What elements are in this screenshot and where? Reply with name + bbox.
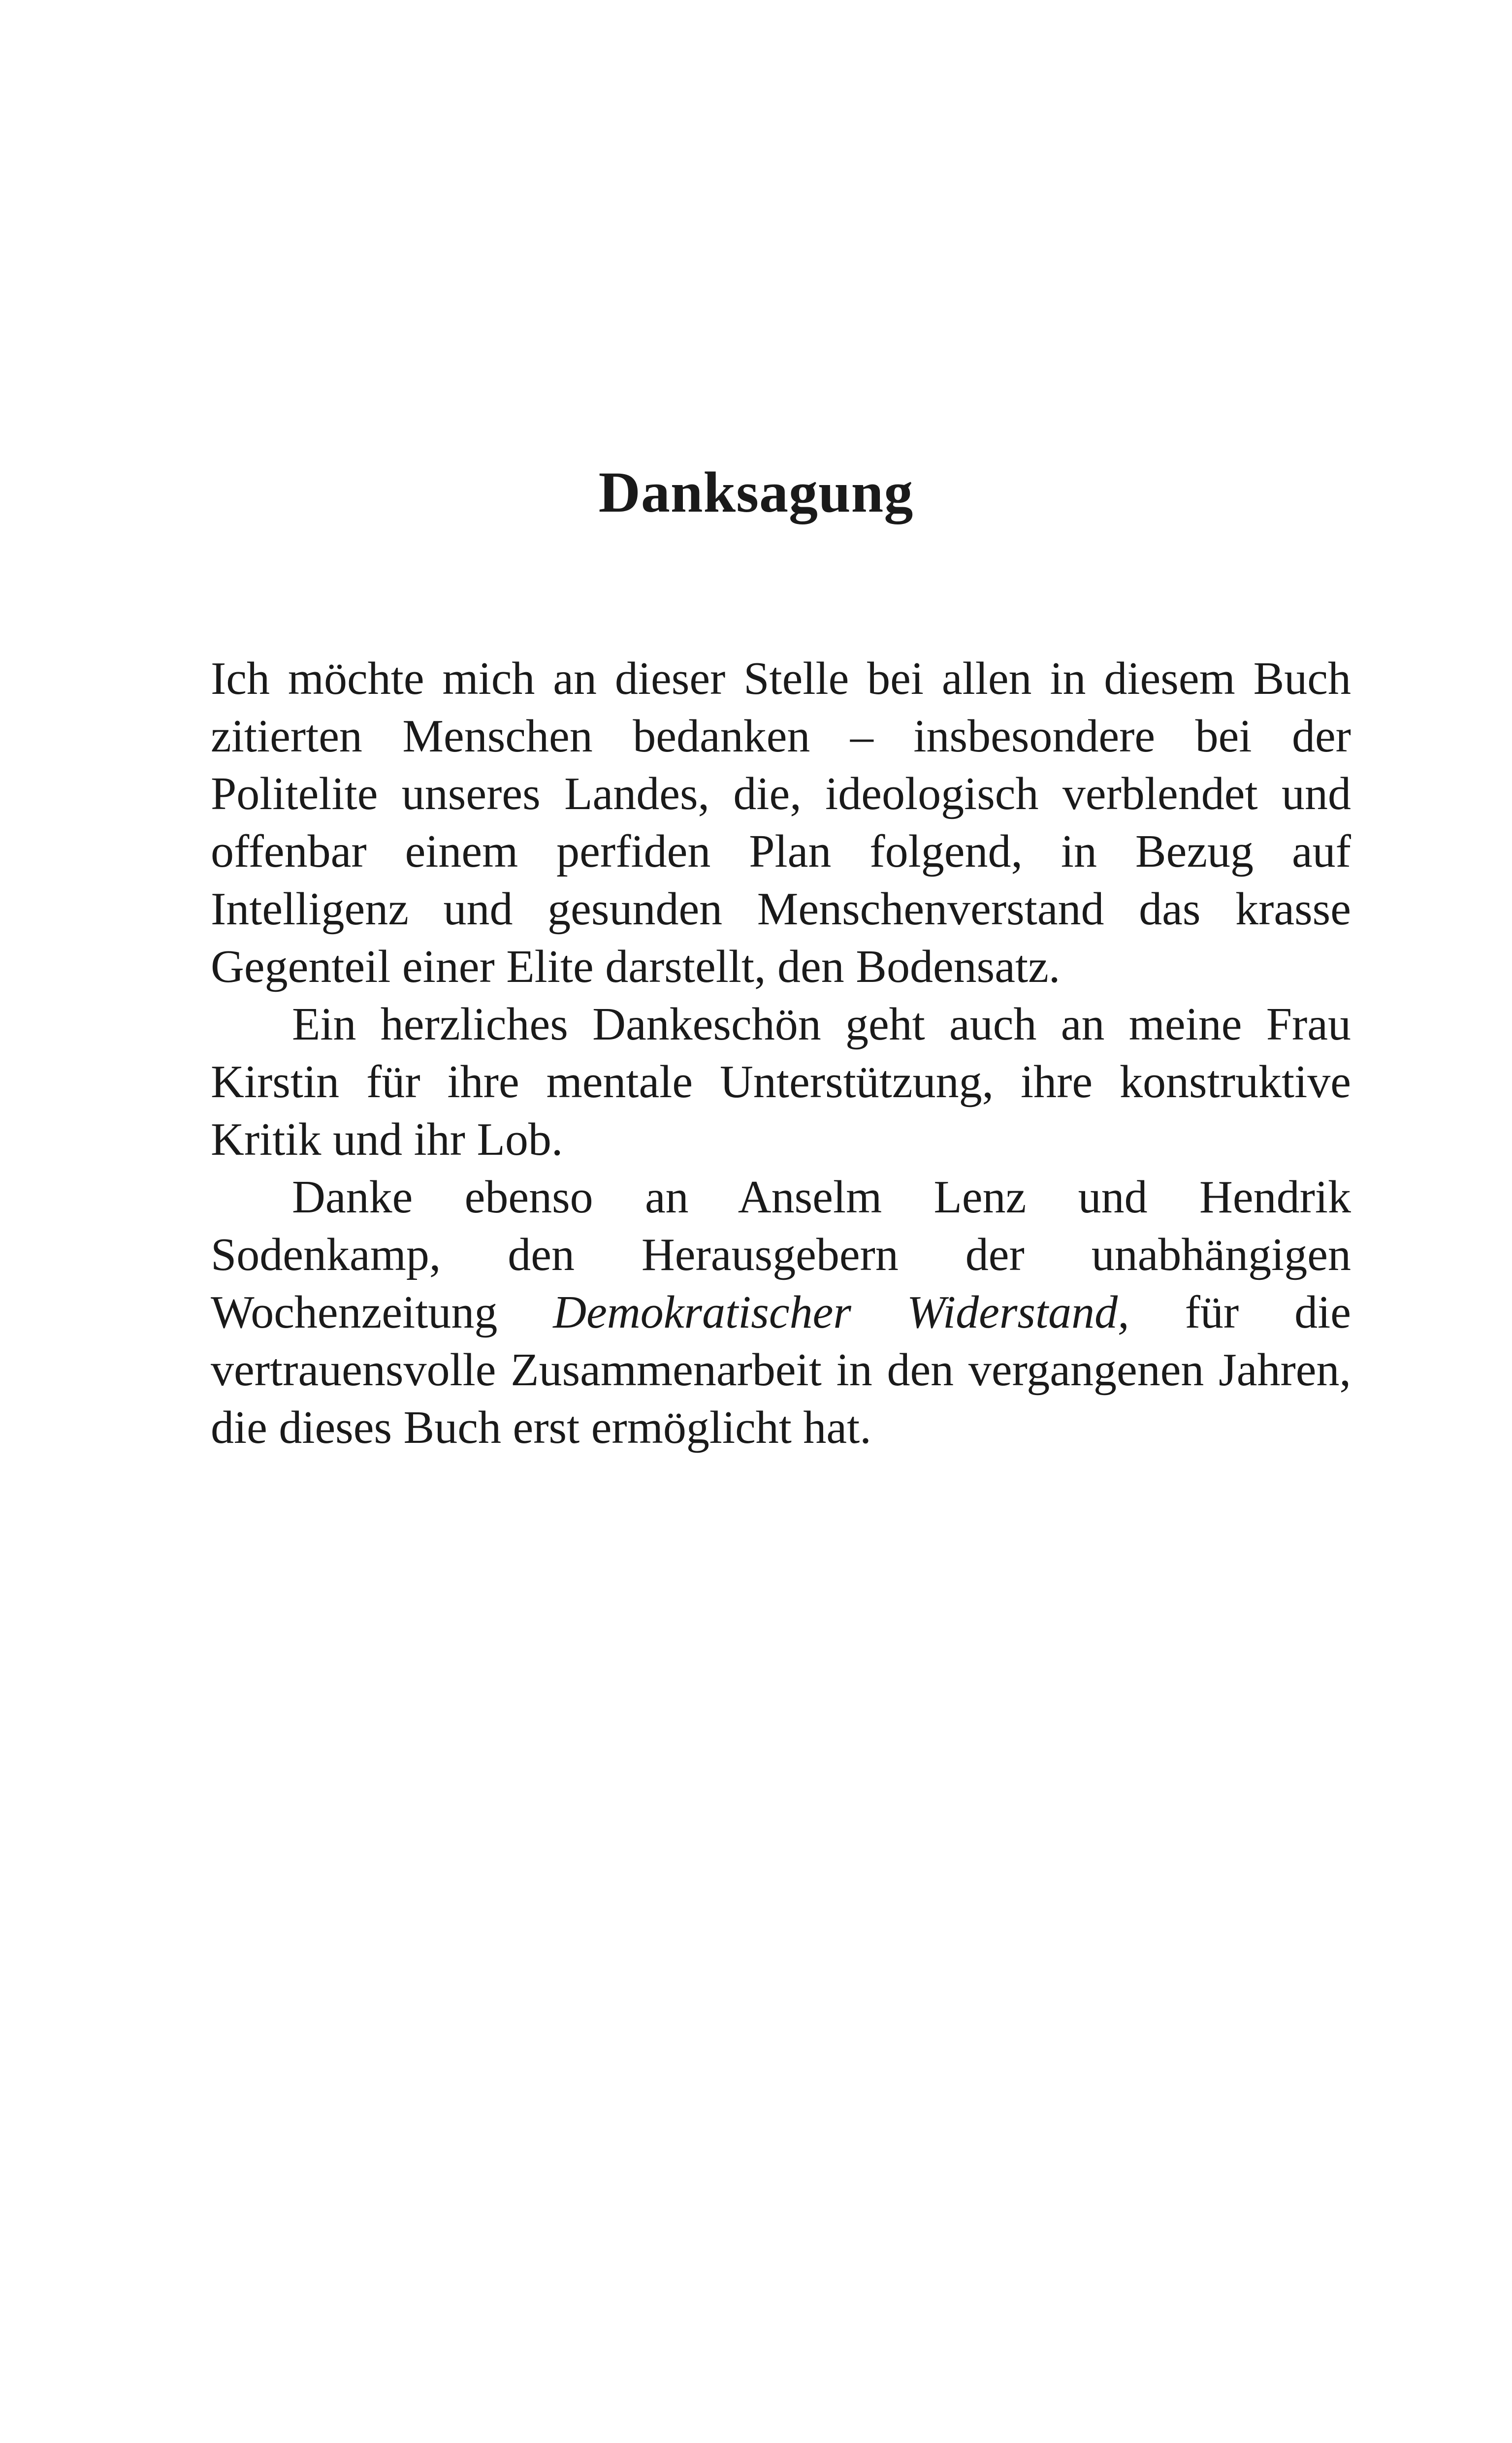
- paragraph-2: Ein herzliches Dankeschön geht auch an meine Frau Kirstin für ihre mentale Unterstützung, ihre konstruktive Kritik und ihr Lob.: [211, 999, 1351, 1165]
- paragraph-3-end: für die vertrauensvolle Zusammenarbeit in den vergangenen Jahren, die dieses Buch erst ermöglicht hat.: [211, 1287, 1351, 1453]
- paragraph-1: Ich möchte mich an dieser Stelle bei allen in diesem Buch zitierten Menschen bedanken – insbesondere bei der Politelite unseres Landes, die, ideologisch verblendet und offenbar einem perfiden Plan folgend, in Bezug auf Intelligenz und gesunden Menschenverstand das krasse Gegenteil einer Elite darstellt, den Bodensatz.: [211, 653, 1351, 992]
- page-title: Danksagung: [598, 460, 914, 524]
- newspaper-title: Demokratischer Widerstand,: [553, 1287, 1129, 1338]
- paragraph-3: [211, 1169, 1351, 1457]
- paragraph-3-start: Danke ebenso an Anselm Lenz und Hendrik Sodenkamp, den Herausgebern der unabhängigen Wochenzeitung: [211, 1172, 1351, 1338]
- acknowledgment-text: [211, 650, 1351, 1457]
